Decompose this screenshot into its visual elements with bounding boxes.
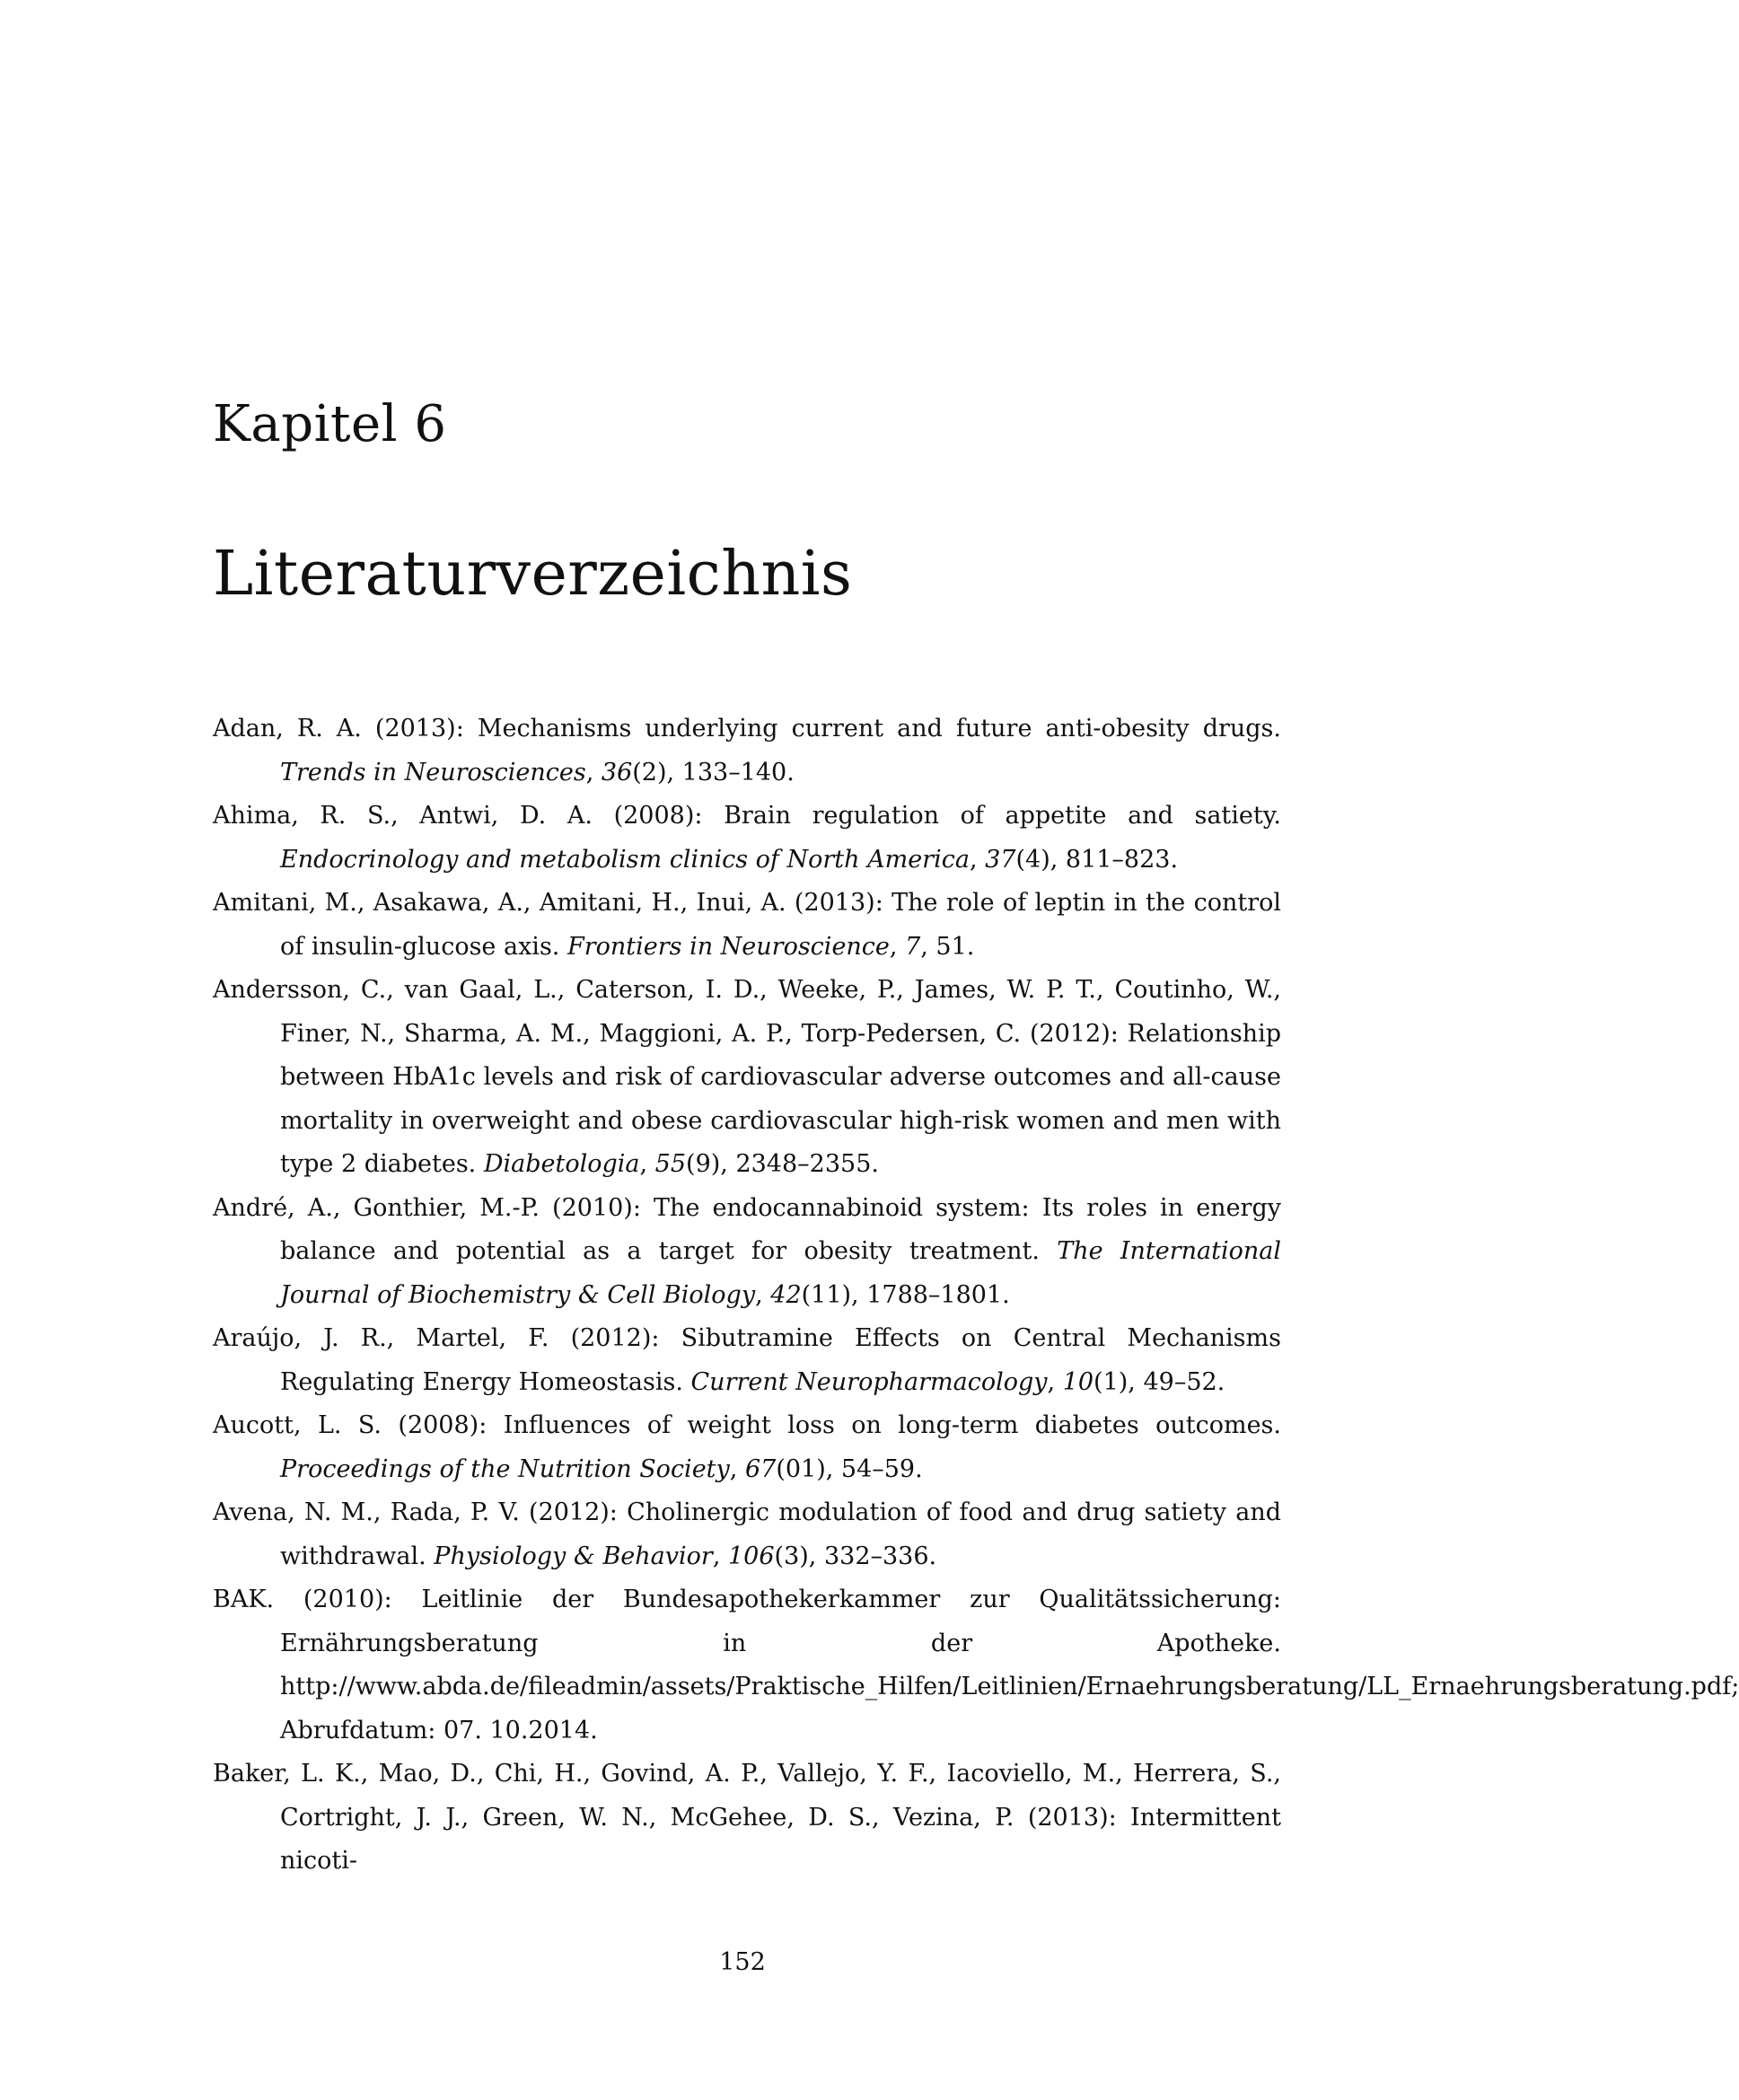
journal-title: Current Neuropharmacology [690,1367,1048,1396]
journal-title: Endocrinology and metabolism clinics of North America [280,845,970,874]
journal-volume: 10 [1062,1367,1094,1396]
journal-title: Proceedings of the Nutrition Society [280,1454,730,1483]
journal-title: Physiology & Behavior [434,1542,713,1570]
reference-entry: Amitani, M., Asakawa, A., Amitani, H., Inui, A. (2013): The role of leptin in the control of insulin-glucose axis. Frontiers in Neuroscience, 7, 51. [213,889,1281,961]
reference-entry: Araújo, J. R., Martel, F. (2012): Sibutramine Effects on Central Mechanisms Regulating Energy Homeostasis. Current Neuropharmacology, 10(1), 49–52. [213,1324,1281,1396]
journal-volume: 7 [905,932,921,961]
reference-entry: Aucott, L. S. (2008): Influences of weight loss on long-term diabetes outcomes. Proceedings of the Nutrition Society, 67(01), 54–59. [213,1411,1281,1483]
journal-volume: 42 [770,1280,802,1309]
journal-volume: 36 [601,758,633,786]
reference-entry: Avena, N. M., Rada, P. V. (2012): Cholinergic modulation of food and drug satiety and withdrawal. Physiology & Behavior, 106(3), 332–336. [213,1498,1281,1570]
reference-entry: Ahima, R. S., Antwi, D. A. (2008): Brain regulation of appetite and satiety. Endocrinology and metabolism clinics of North America, 37(4), 811–823. [213,802,1281,874]
journal-title: Trends in Neurosciences [280,758,586,786]
chapter-label: Kapitel 6 [213,395,447,453]
reference-list [213,707,1739,1884]
reference-entry: BAK. (2010): Leitlinie der Bundesapothekerkammer zur Qualitätssicherung: Ernährungsberatung in der Apotheke. http://www.abda.de/fileadmin/assets/Praktische_Hilfen/Leitlinien/Ernaehrungsberatung/LL_Ernaehrungsberatung.pdf; Abrufdatum: 07. 10.2014. [213,1586,1739,1744]
journal-volume: 55 [654,1150,687,1178]
journal-title: Diabetologia [483,1150,640,1178]
reference-entry: Adan, R. A. (2013): Mechanisms underlying current and future anti-obesity drugs. Trends in Neurosciences, 36(2), 133–140. [213,715,1281,786]
page-number: 152 [719,1948,766,1976]
reference-entry: Andersson, C., van Gaal, L., Caterson, I. D., Weeke, P., James, W. P. T., Coutinho, W., Finer, N., Sharma, A. M., Maggioni, A. P., Torp-Pedersen, C. (2012): Relationship between HbA1c levels and risk of cardiovascular adverse outcomes and all-cause mortality in overweight and obese cardiovascular high-risk women and men with type 2 diabetes. Diabetologia, 55(9), 2348–2355. [213,976,1281,1178]
journal-title: Frontiers in Neuroscience [566,932,890,961]
reference-entry: André, A., Gonthier, M.-P. (2010): The endocannabinoid system: Its roles in energy balance and potential as a target for obesity treatment. The International Journal of Biochemistry & Cell Biology, 42(11), 1788–1801. [213,1193,1281,1309]
reference-entry: Baker, L. K., Mao, D., Chi, H., Govind, A. P., Vallejo, Y. F., Iacoviello, M., Herrera, S., Cortright, J. J., Green, W. N., McGehee, D. S., Vezina, P. (2013): Intermittent nicoti- [213,1760,1281,1875]
journal-title: The International Journal of Biochemistry & Cell Biology [280,1237,1281,1309]
chapter-title: Literaturverzeichnis [213,539,853,610]
journal-volume: 106 [728,1542,775,1570]
journal-volume: 67 [744,1454,777,1483]
journal-volume: 37 [985,845,1016,874]
